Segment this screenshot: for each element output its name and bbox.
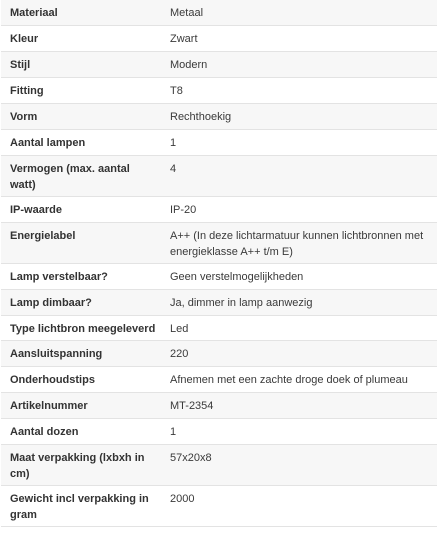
spec-value: 2000 — [161, 486, 437, 527]
spec-value: Ja, dimmer in lamp aanwezig — [161, 290, 437, 316]
spec-rows — [1, 0, 437, 527]
spec-row-artikelnummer — [1, 393, 437, 419]
spec-value: Geen verstelmogelijkheden — [161, 264, 437, 290]
spec-label: Vorm — [1, 104, 161, 130]
spec-row-vermogen — [1, 156, 437, 197]
spec-label: Energielabel — [1, 223, 161, 264]
spec-row-ip-waarde — [1, 197, 437, 223]
spec-value: Rechthoekig — [161, 104, 437, 130]
spec-row-aansluitspanning — [1, 341, 437, 367]
spec-label: Maat verpakking (lxbxh in cm) — [1, 445, 161, 486]
spec-label: Stijl — [1, 52, 161, 78]
spec-value: 1 — [161, 130, 437, 156]
spec-value: Modern — [161, 52, 437, 78]
spec-row-vorm — [1, 104, 437, 130]
spec-label: Lamp verstelbaar? — [1, 264, 161, 290]
spec-label: Aantal lampen — [1, 130, 161, 156]
spec-value: 1 — [161, 419, 437, 445]
spec-label: Materiaal — [1, 0, 161, 26]
spec-row-lamp-dimbaar — [1, 290, 437, 316]
spec-row-stijl — [1, 52, 437, 78]
spec-value: 220 — [161, 341, 437, 367]
spec-value: A++ (In deze lichtarmatuur kunnen lichtbronnen met energieklasse A++ t/m E) — [161, 223, 437, 264]
spec-row-onderhoudstips — [1, 367, 437, 393]
spec-value: IP-20 — [161, 197, 437, 223]
spec-label: Artikelnummer — [1, 393, 161, 419]
spec-row-energielabel — [1, 223, 437, 264]
spec-value: MT-2354 — [161, 393, 437, 419]
spec-value: T8 — [161, 78, 437, 104]
spec-row-kleur — [1, 26, 437, 52]
spec-row-type-lichtbron — [1, 316, 437, 341]
spec-label: Fitting — [1, 78, 161, 104]
spec-label: Aantal dozen — [1, 419, 161, 445]
spec-label: IP-waarde — [1, 197, 161, 223]
spec-value: Afnemen met een zachte droge doek of plumeau — [161, 367, 437, 393]
spec-label: Lamp dimbaar? — [1, 290, 161, 316]
spec-value: Led — [161, 316, 437, 341]
spec-value: Zwart — [161, 26, 437, 52]
spec-label: Kleur — [1, 26, 161, 52]
spec-row-fitting — [1, 78, 437, 104]
spec-row-maat-verpakking — [1, 445, 437, 486]
spec-row-lamp-verstelbaar — [1, 264, 437, 290]
spec-label: Gewicht incl verpakking in gram — [1, 486, 161, 527]
spec-label: Onderhoudstips — [1, 367, 161, 393]
product-specifications-table — [1, 0, 437, 527]
spec-row-materiaal — [1, 0, 437, 26]
spec-row-aantal-dozen — [1, 419, 437, 445]
spec-label: Type lichtbron meegeleverd — [1, 316, 161, 341]
spec-value: 57x20x8 — [161, 445, 437, 486]
spec-label: Vermogen (max. aantal watt) — [1, 156, 161, 197]
spec-row-gewicht — [1, 486, 437, 527]
spec-value: 4 — [161, 156, 437, 197]
spec-label: Aansluitspanning — [1, 341, 161, 367]
spec-row-aantal-lampen — [1, 130, 437, 156]
spec-value: Metaal — [161, 0, 437, 26]
